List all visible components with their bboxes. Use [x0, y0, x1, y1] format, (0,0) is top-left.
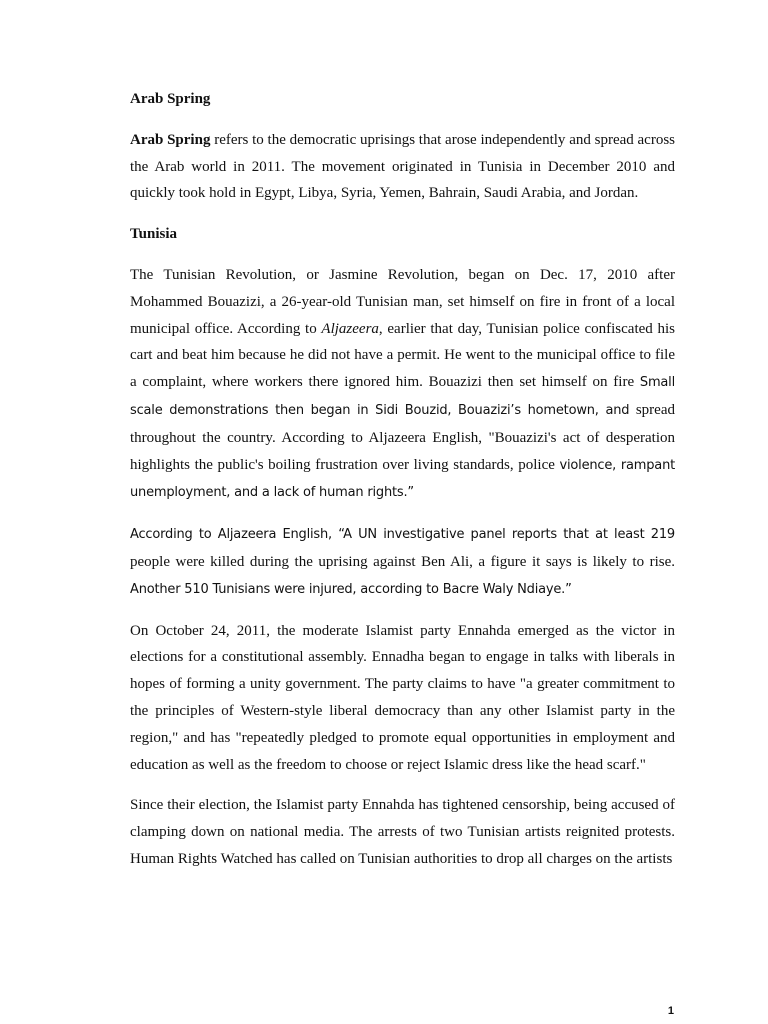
- tunisia-paragraph-2: [130, 521, 675, 603]
- p1-part-d: spread throughout the country. According to Aljazeera English, "Bouazizi's act of desperation highlights the public's boiling frustration over living standards, police: [130, 401, 675, 473]
- tunisia-paragraph-3: On October 24, 2011, the moderate Islamist party Ennahda emerged as the victor in elections for a constitutional assembly. Ennadha began to engage in talks with liberals in hopes of forming a unity government. The party claims to have "a greater commitment to the principles of Western-style liberal democracy than any other Islamist party in the region," and has "repeatedly pledged to promote equal opportunities in employment and education as well as the freedom to choose or reject Islamic dress like the head scarf.": [130, 622, 675, 773]
- p1-source-aljazeera: Aljazeera: [321, 320, 379, 337]
- page-number: 1: [667, 1005, 674, 1017]
- p1-part-a: The Tunisian Revolution, or Jasmine Revolution, began on Dec. 17, 2010 after Mohammed Bouazizi, a 26-year-old Tunisian man, set himself on fire in front of a local municipal office. According to: [130, 266, 675, 337]
- p1-part-e: violence, rampant unemployment, and a lack of human rights.”: [130, 457, 676, 501]
- p1-part-c: Small scale demonstrations then began in Sidi Bouzid, Bouazizi’s hometown, and: [130, 375, 675, 418]
- tunisia-paragraph-4: Since their election, the Islamist party Ennahda has tightened censorship, being accused of clamping down on national media. The arrests of two Tunisian artists reignited protests. Human Rights Watched has called on Tunisian authorities to drop all charges on the artists: [130, 797, 675, 867]
- intro-paragraph: [130, 127, 675, 207]
- p2-part-a: According to Aljazeera English, “A UN investigative panel reports that at least 219: [130, 527, 675, 543]
- p2-part-b: people were killed during the uprising against Ben Ali, a figure it says is likely to rise.: [130, 553, 675, 570]
- section-heading-tunisia: Tunisia: [130, 226, 177, 243]
- p2-part-c: Another 510 Tunisians were injured, according to Bacre Waly Ndiaye.”: [130, 581, 572, 597]
- document-body: [130, 86, 675, 887]
- document-title: Arab Spring: [130, 91, 211, 107]
- p1-part-b: , earlier that day, Tunisian police confiscated his cart and beat him because he did not have a permit. He went to the municipal office to file a complaint, where workers there ignored him. Bouazizi then set himself on fire: [130, 320, 675, 391]
- intro-text: refers to the democratic uprisings that arose independently and spread across the Arab world in 2011. The movement originated in Tunisia in December 2010 and quickly took hold in Egypt, Libya, Syria, Yemen, Bahrain, Saudi Arabia, and Jordan.: [130, 131, 676, 202]
- intro-term: Arab Spring: [130, 131, 211, 148]
- tunisia-paragraph-1: [130, 262, 675, 507]
